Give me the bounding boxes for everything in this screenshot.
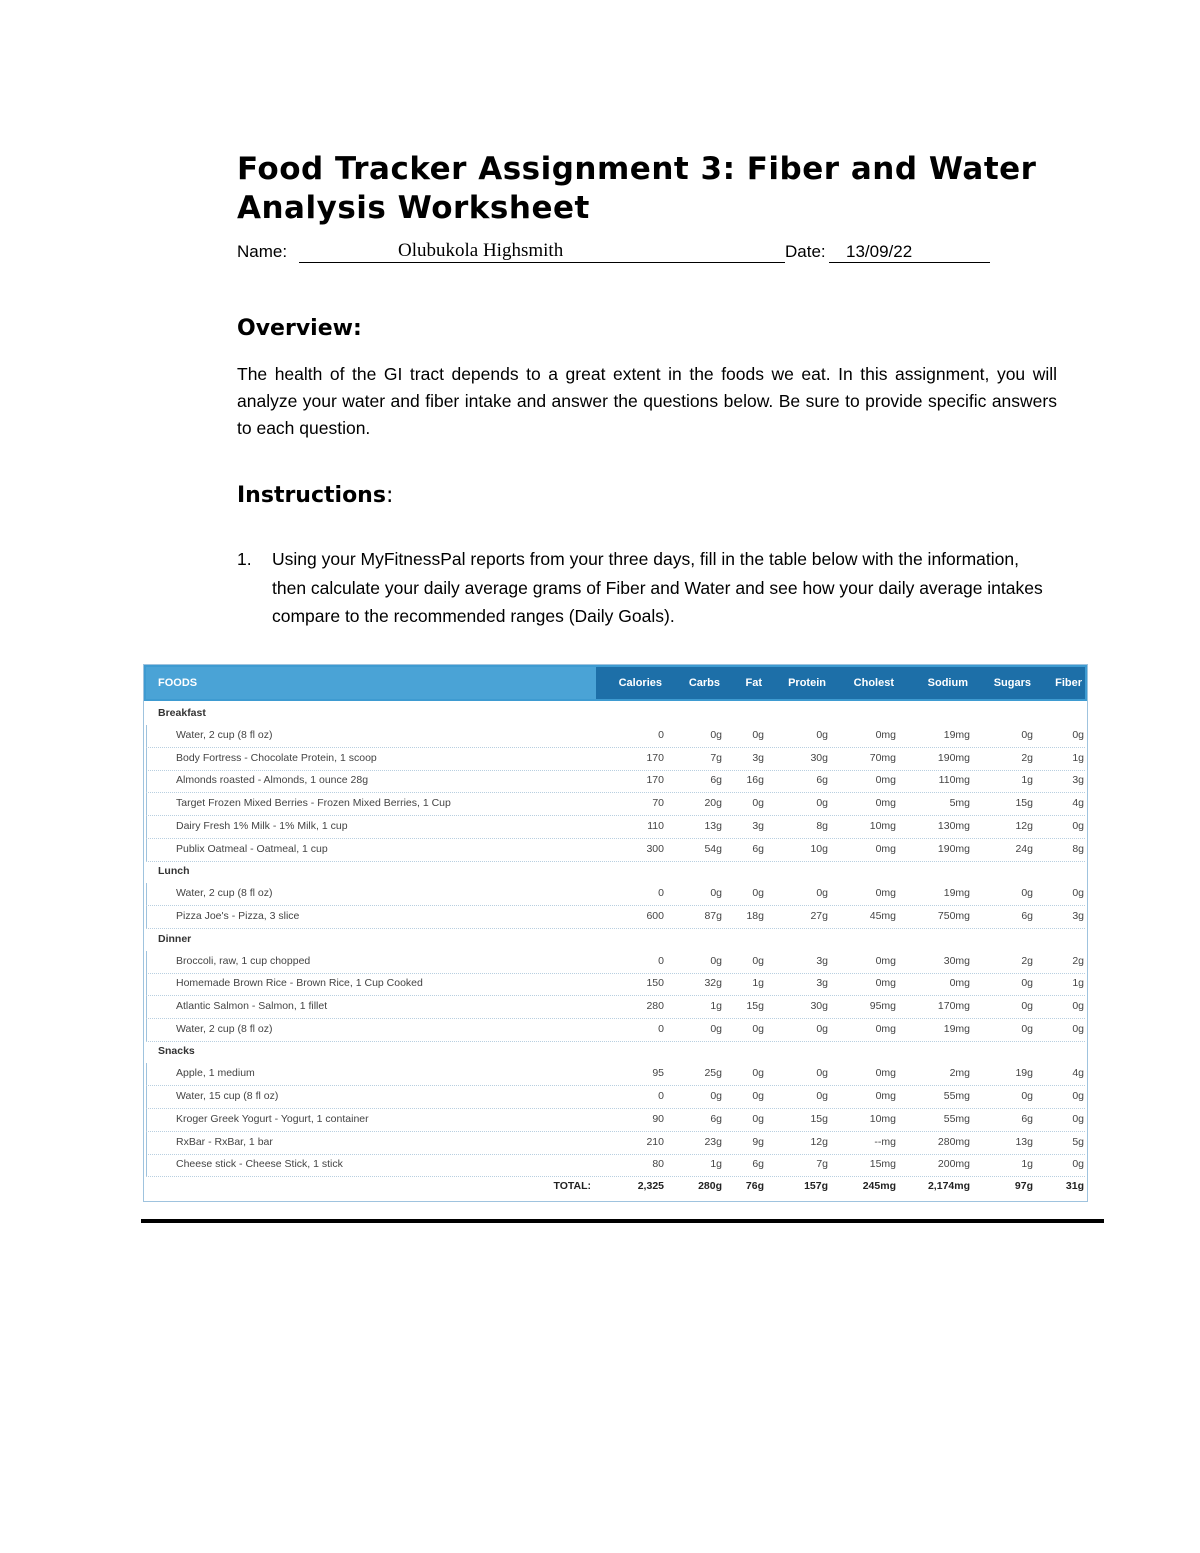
cell-cholest: 10mg	[869, 1112, 896, 1125]
total-row	[146, 1177, 1085, 1199]
row-indent-marker	[146, 906, 151, 928]
cell-fiber: 1g	[1072, 977, 1084, 990]
cell-fiber: 5g	[1072, 1135, 1084, 1148]
food-row	[146, 1063, 1085, 1086]
list-item-text: Using your MyFitnessPal reports from your three days, fill in the table below with the information, then calculate your daily average grams of Fiber and Water and see how your daily average intakes compare to the recommended ranges (Daily Goals).	[272, 549, 1043, 626]
meal-section-heading: Snacks	[158, 1045, 195, 1058]
cell-sodium: 190mg	[937, 842, 970, 855]
cell-protein: 0g	[816, 797, 828, 810]
column-header-calories[interactable]: Calories	[618, 677, 662, 689]
cell-fat: 0g	[752, 1067, 764, 1080]
cell-carbs: 54g	[704, 842, 722, 855]
food-name[interactable]: Water, 2 cup (8 fl oz)	[176, 887, 273, 900]
total-cholest: 245mg	[862, 1180, 896, 1192]
row-indent-marker	[146, 1154, 151, 1176]
cell-carbs: 1g	[710, 1000, 722, 1012]
cell-calories: 0	[658, 887, 664, 900]
cell-fiber: 0g	[1072, 1022, 1084, 1035]
cell-sodium: 280mg	[937, 1135, 970, 1148]
cell-calories: 210	[646, 1135, 664, 1148]
cell-cholest: --mg	[874, 1135, 896, 1148]
cell-sodium: 5mg	[949, 797, 970, 810]
cell-fiber: 2g	[1072, 954, 1084, 967]
row-indent-marker	[146, 1086, 151, 1108]
cell-sugars: 6g	[1021, 909, 1033, 922]
cell-sodium: 19mg	[943, 887, 970, 900]
cell-protein: 0g	[816, 729, 828, 741]
cell-calories: 600	[646, 909, 664, 922]
overview-heading: Overview:	[237, 316, 362, 341]
food-row	[146, 883, 1085, 906]
cell-sugars: 2g	[1021, 954, 1033, 967]
cell-calories: 110	[647, 819, 664, 832]
row-indent-marker	[146, 1109, 151, 1131]
food-row	[146, 839, 1085, 862]
cell-sugars: 12g	[1015, 819, 1033, 832]
instructions-heading-colon: :	[385, 483, 394, 508]
cell-sugars: 13g	[1015, 1135, 1033, 1148]
cell-sodium: 170mg	[937, 1000, 970, 1012]
total-sugars: 97g	[1014, 1180, 1033, 1192]
cell-sugars: 24g	[1015, 842, 1033, 855]
food-name[interactable]: RxBar - RxBar, 1 bar	[176, 1135, 273, 1148]
cell-fiber: 0g	[1072, 1112, 1084, 1125]
cell-sugars: 0g	[1021, 1000, 1033, 1012]
cell-sodium: 130mg	[937, 819, 970, 832]
cell-calories: 170	[646, 751, 664, 764]
cell-carbs: 6g	[710, 1112, 722, 1125]
cell-carbs: 32g	[704, 977, 722, 990]
cell-protein: 27g	[810, 909, 828, 922]
row-indent-marker	[146, 770, 151, 792]
cell-cholest: 15mg	[869, 1158, 896, 1171]
food-row	[146, 1086, 1085, 1109]
row-indent-marker	[146, 839, 151, 861]
table-header	[144, 665, 1087, 701]
name-date-line	[237, 240, 997, 266]
cell-calories: 95	[652, 1067, 664, 1080]
cell-cholest: 0mg	[875, 1090, 896, 1103]
foods-header: FOODS	[146, 667, 596, 699]
cell-sodium: 2mg	[949, 1067, 970, 1080]
name-label: Name:	[237, 242, 288, 261]
cell-fat: 0g	[752, 1112, 764, 1125]
column-headers	[596, 667, 1085, 699]
cell-calories: 150	[646, 977, 664, 990]
cell-carbs: 0g	[710, 1090, 722, 1103]
food-row	[146, 748, 1085, 771]
cell-cholest: 0mg	[875, 729, 896, 741]
cell-sodium: 19mg	[943, 729, 970, 741]
list-item-number: 1.	[237, 549, 252, 569]
page-title: Food Tracker Assignment 3: Fiber and Water Analysis Worksheet	[237, 151, 1037, 226]
food-row	[146, 725, 1085, 748]
total-label: TOTAL:	[553, 1180, 591, 1192]
column-header-fat[interactable]: Fat	[745, 677, 762, 689]
cell-sugars: 1g	[1021, 1158, 1033, 1171]
date-value[interactable]: 13/09/22	[846, 242, 913, 261]
column-header-cholest[interactable]: Cholest	[853, 677, 894, 689]
column-header-fiber[interactable]: Fiber	[1055, 677, 1082, 689]
cell-cholest: 0mg	[875, 1067, 896, 1080]
cell-calories: 0	[658, 1090, 664, 1103]
instructions-heading	[237, 483, 393, 508]
cell-sugars: 2g	[1021, 751, 1033, 764]
food-row	[146, 1019, 1085, 1042]
total-calories: 2,325	[637, 1180, 664, 1192]
cell-fiber: 0g	[1072, 819, 1084, 832]
cell-fat: 9g	[752, 1135, 764, 1148]
cell-protein: 7g	[816, 1158, 828, 1171]
cell-cholest: 45mg	[869, 909, 896, 922]
cell-sodium: 750mg	[937, 909, 970, 922]
cell-sodium: 110mg	[938, 774, 970, 787]
row-indent-marker	[146, 883, 151, 905]
cell-protein: 30g	[810, 751, 828, 764]
food-name[interactable]: Almonds roasted - Almonds, 1 ounce 28g	[176, 774, 369, 787]
cell-fat: 0g	[752, 797, 764, 810]
cell-calories: 300	[646, 842, 664, 855]
food-row	[146, 996, 1085, 1019]
cell-fat: 0g	[752, 1022, 764, 1035]
total-carbs: 280g	[698, 1180, 722, 1192]
row-indent-marker	[146, 816, 151, 838]
food-row	[146, 816, 1085, 839]
food-name[interactable]: Pizza Joe's - Pizza, 3 slice	[176, 909, 300, 922]
total-fiber: 31g	[1065, 1180, 1084, 1192]
cell-cholest: 95mg	[869, 1000, 896, 1012]
cell-fiber: 1g	[1072, 751, 1084, 764]
cell-sugars: 6g	[1021, 1112, 1033, 1125]
column-header-carbs[interactable]: Carbs	[688, 677, 720, 689]
overview-text: The health of the GI tract depends to a great extent in the foods we eat. In this assignment, you will analyze your water and fiber intake and answer the questions below. Be sure to provide specific answers to each question.	[237, 364, 1057, 438]
cell-calories: 0	[658, 954, 664, 967]
cell-carbs: 1g	[710, 1158, 722, 1171]
food-row	[146, 906, 1085, 929]
cell-fiber: 3g	[1072, 909, 1084, 922]
food-name[interactable]: Kroger Greek Yogurt - Yogurt, 1 container	[176, 1112, 369, 1125]
food-name[interactable]: Homemade Brown Rice - Brown Rice, 1 Cup Cooked	[176, 977, 423, 990]
cell-sodium: 200mg	[937, 1158, 970, 1171]
cell-sodium: 55mg	[943, 1090, 970, 1103]
cell-carbs: 7g	[710, 751, 722, 764]
name-underline	[299, 262, 785, 263]
cell-fat: 18g	[746, 909, 764, 922]
cell-cholest: 0mg	[875, 797, 896, 810]
food-name[interactable]: Target Frozen Mixed Berries - Frozen Mixed Berries, 1 Cup	[176, 797, 451, 810]
food-name[interactable]: Broccoli, raw, 1 cup chopped	[176, 954, 311, 967]
cell-protein: 0g	[816, 1067, 828, 1080]
meal-section-heading: Lunch	[158, 865, 190, 878]
row-indent-marker	[146, 1132, 151, 1154]
cell-fat: 6g	[752, 842, 764, 855]
cell-fiber: 3g	[1072, 774, 1084, 787]
cell-protein: 3g	[816, 954, 828, 967]
cell-sugars: 0g	[1021, 977, 1033, 990]
cell-fiber: 4g	[1072, 797, 1084, 810]
cell-sodium: 30mg	[943, 954, 970, 967]
cell-protein: 10g	[810, 842, 828, 855]
food-name[interactable]: Water, 15 cup (8 fl oz)	[176, 1090, 279, 1103]
cell-cholest: 0mg	[875, 977, 896, 990]
cell-sugars: 1g	[1021, 774, 1033, 787]
cell-carbs: 20g	[704, 797, 722, 810]
cell-fat: 3g	[752, 751, 764, 764]
cell-calories: 170	[646, 774, 664, 787]
date-label: Date:	[785, 242, 826, 261]
cell-cholest: 0mg	[875, 1022, 896, 1035]
instructions-heading-text: Instructions	[237, 483, 386, 508]
cell-fiber: 0g	[1072, 1090, 1084, 1103]
total-sodium: 2,174mg	[927, 1180, 970, 1192]
row-indent-marker	[146, 996, 151, 1018]
cell-fat: 1g	[752, 977, 764, 990]
cell-protein: 0g	[816, 1022, 828, 1035]
cell-sodium: 190mg	[937, 751, 970, 764]
cell-fiber: 8g	[1072, 842, 1084, 855]
row-indent-marker	[146, 725, 151, 747]
cell-fat: 0g	[752, 887, 764, 900]
cell-calories: 0	[658, 1022, 664, 1035]
food-row	[146, 973, 1085, 996]
food-name[interactable]: Water, 2 cup (8 fl oz)	[176, 1022, 273, 1035]
food-row	[146, 793, 1085, 816]
cell-sodium: 19mg	[943, 1022, 970, 1035]
food-table	[143, 664, 1088, 1202]
cell-carbs: 0g	[710, 729, 722, 741]
cell-sugars: 0g	[1021, 729, 1033, 741]
meal-section-heading: Dinner	[158, 932, 192, 945]
cell-sugars: 0g	[1021, 887, 1033, 900]
cell-protein: 6g	[816, 774, 828, 787]
food-name[interactable]: Cheese stick - Cheese Stick, 1 stick	[176, 1158, 343, 1171]
row-indent-marker	[146, 793, 151, 815]
cell-fat: 0g	[752, 954, 764, 967]
cell-fat: 3g	[752, 819, 764, 832]
food-row	[146, 951, 1085, 974]
cell-sugars: 0g	[1021, 1090, 1033, 1103]
cell-cholest: 70mg	[869, 751, 896, 764]
column-header-sodium[interactable]: Sodium	[927, 677, 968, 689]
cell-fiber: 0g	[1072, 887, 1084, 900]
cell-protein: 0g	[816, 1090, 828, 1103]
cell-fiber: 0g	[1072, 1000, 1084, 1012]
cell-carbs: 0g	[710, 1022, 722, 1035]
food-row	[146, 1132, 1085, 1155]
food-name[interactable]: Atlantic Salmon - Salmon, 1 fillet	[176, 1000, 328, 1012]
cell-sodium: 55mg	[943, 1112, 970, 1125]
cell-fat: 6g	[752, 1158, 764, 1171]
cell-fiber: 4g	[1072, 1067, 1084, 1080]
cell-carbs: 0g	[710, 887, 722, 900]
cell-carbs: 25g	[704, 1067, 722, 1080]
cell-fiber: 0g	[1072, 729, 1084, 741]
cell-calories: 0	[658, 729, 664, 741]
cell-cholest: 0mg	[875, 887, 896, 900]
cell-carbs: 6g	[710, 774, 722, 787]
cell-fat: 15g	[746, 1000, 764, 1012]
cell-cholest: 0mg	[875, 842, 896, 855]
cell-cholest: 0mg	[875, 954, 896, 967]
cell-sugars: 15g	[1015, 797, 1033, 810]
food-row	[146, 770, 1085, 793]
cell-sugars: 0g	[1021, 1022, 1033, 1035]
cell-protein: 15g	[810, 1112, 828, 1125]
cell-calories: 280	[646, 1000, 664, 1012]
cell-cholest: 10mg	[869, 819, 896, 832]
cell-fiber: 0g	[1072, 1158, 1084, 1171]
food-name[interactable]: Body Fortress - Chocolate Protein, 1 scoop	[176, 751, 377, 764]
cell-fat: 16g	[746, 774, 764, 787]
total-fat: 76g	[745, 1180, 764, 1192]
food-name[interactable]: Dairy Fresh 1% Milk - 1% Milk, 1 cup	[176, 819, 348, 832]
name-value[interactable]: Olubukola Highsmith	[398, 240, 564, 261]
section-divider	[141, 1219, 1104, 1223]
cell-protein: 3g	[816, 977, 828, 990]
food-row	[146, 1154, 1085, 1177]
cell-sodium: 0mg	[949, 977, 970, 990]
row-indent-marker	[146, 748, 151, 770]
cell-fat: 0g	[752, 729, 764, 741]
date-underline	[829, 262, 990, 263]
cell-fat: 0g	[752, 1090, 764, 1103]
row-indent-marker	[146, 1019, 151, 1041]
food-row	[146, 1109, 1085, 1132]
cell-carbs: 87g	[704, 909, 722, 922]
cell-calories: 90	[652, 1112, 664, 1125]
cell-protein: 30g	[810, 1000, 828, 1012]
cell-protein: 0g	[816, 887, 828, 900]
cell-protein: 8g	[816, 819, 828, 832]
cell-carbs: 13g	[704, 819, 722, 832]
column-header-sugars[interactable]: Sugars	[993, 677, 1031, 689]
cell-protein: 12g	[810, 1135, 828, 1148]
row-indent-marker	[146, 1063, 151, 1085]
row-indent-marker	[146, 951, 151, 973]
meal-section-heading: Breakfast	[158, 707, 206, 719]
column-header-protein[interactable]: Protein	[788, 677, 826, 689]
row-indent-marker	[146, 973, 151, 995]
cell-calories: 70	[652, 797, 664, 810]
cell-calories: 80	[652, 1158, 664, 1171]
cell-cholest: 0mg	[875, 774, 896, 787]
cell-carbs: 23g	[704, 1135, 722, 1148]
total-protein: 157g	[804, 1180, 828, 1192]
cell-sugars: 19g	[1015, 1067, 1033, 1080]
food-name[interactable]: Publix Oatmeal - Oatmeal, 1 cup	[176, 842, 328, 855]
food-name[interactable]: Apple, 1 medium	[176, 1067, 255, 1080]
food-name[interactable]: Water, 2 cup (8 fl oz)	[176, 729, 273, 741]
cell-carbs: 0g	[710, 954, 722, 967]
